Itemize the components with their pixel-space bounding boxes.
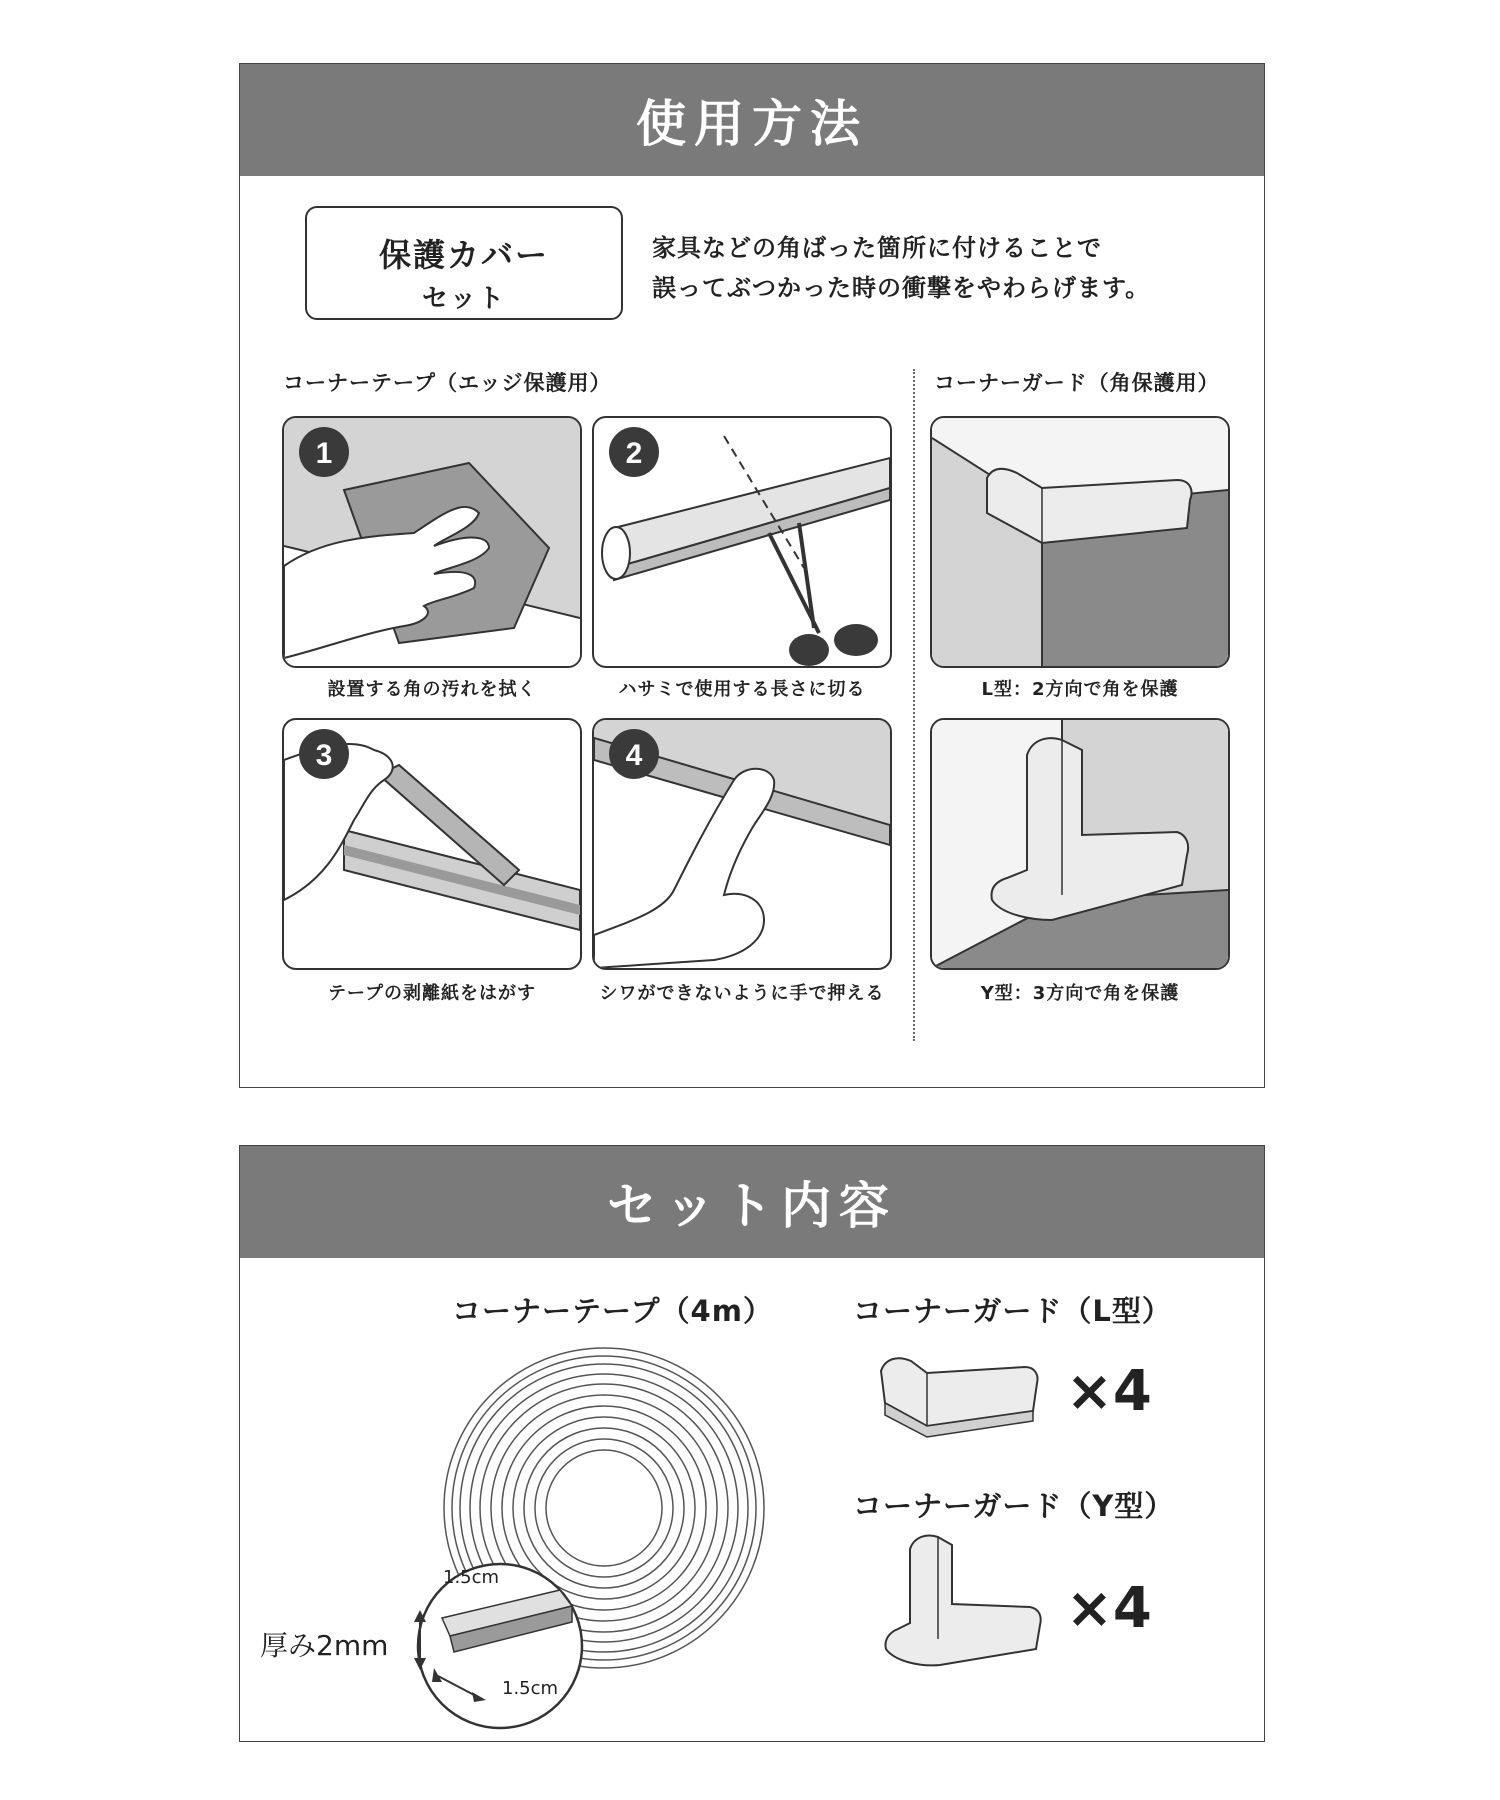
guard-y-card [930,718,1230,970]
step-4-card [592,718,892,970]
step-3-number: 3 [315,739,333,772]
press-illustration [594,720,890,968]
step-2-number: 2 [625,437,643,470]
step-3-caption: テープの剥離紙をはがす [327,983,537,1004]
step-1-caption: 設置する角の汚れを拭く [327,679,537,700]
contents-title: セット内容 [240,1146,1264,1258]
step-3-card [282,718,582,970]
tape-label: コーナーテープ（4m） [452,1294,773,1328]
step-1-card [282,416,582,668]
tape-roll-illustration [390,1346,770,1736]
dim-height-label: 1.5cm [502,1678,559,1699]
guard-l-caption: L型：2方向で角を保護 [981,679,1179,700]
guard-section-label: コーナーガード（角保護用） [934,371,1220,395]
guard-l-card [930,416,1230,668]
guard-y-label: コーナーガード（Y型） [853,1489,1175,1523]
peel-illustration [284,720,580,968]
step-4-caption: シワができないように手で押える [599,983,885,1004]
guard-y-caption: Y型：3方向で角を保護 [980,983,1180,1004]
contents-panel [239,1145,1265,1742]
description-line-1: 家具などの角ばった箇所に付けることで [652,234,1102,262]
cut-illustration [594,418,890,666]
badge-subtitle: セット [421,284,506,314]
dim-width-label: 1.5cm [443,1567,500,1588]
y-guard-illustration [932,720,1228,968]
guard-l-count: ×4 [1066,1359,1152,1424]
y-guard-product-icon [880,1529,1050,1679]
step-1-number: 1 [315,437,333,470]
guard-l-label: コーナーガード（L型） [853,1294,1172,1328]
usage-panel [239,63,1265,1088]
product-badge [305,206,623,320]
tape-section-label: コーナーテープ（エッジ保護用） [283,371,612,395]
description-line-2: 誤ってぶつかった時の衝撃をやわらげます。 [652,274,1151,302]
step-2-caption: ハサミで使用する長さに切る [618,679,866,700]
step-2-card [592,416,892,668]
usage-title: 使用方法 [240,64,1264,176]
thickness-label: 厚み2mm [260,1629,389,1662]
l-guard-product-icon [875,1351,1045,1451]
guard-y-count: ×4 [1066,1576,1152,1641]
wipe-illustration [284,418,580,666]
l-guard-illustration [932,418,1228,666]
step-4-number: 4 [625,739,643,772]
product-description [652,228,1150,308]
badge-title: 保護カバー [378,236,549,274]
section-divider [913,369,915,1041]
